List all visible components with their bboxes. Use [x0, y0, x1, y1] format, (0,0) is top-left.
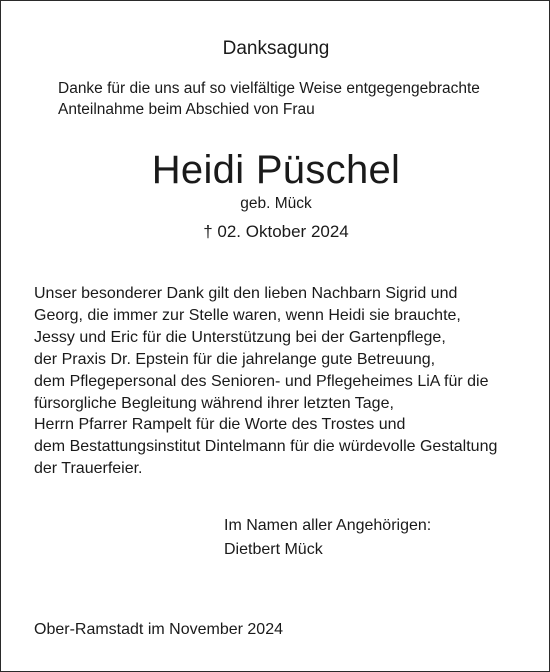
- birth-name: geb. Mück: [240, 195, 312, 212]
- signature-block: [224, 514, 431, 562]
- thanks-line: der Praxis Dr. Epstein für die jahrelange gute Betreuung,: [34, 350, 436, 368]
- deceased-name: Heidi Püschel: [151, 148, 401, 192]
- thanks-line: der Trauerfeier.: [34, 460, 143, 478]
- thanks-line: Unser besonderer Dank gilt den lieben Nachbarn Sigrid und: [34, 285, 458, 302]
- intro-paragraph: [58, 78, 528, 120]
- thanks-line: Jessy und Eric für die Unterstützung bei der Gartenpflege,: [34, 328, 446, 346]
- thanks-line: dem Pflegepersonal des Senioren- und Pflegeheimes LiA für die: [34, 372, 489, 390]
- thanks-line: Herrn Pfarrer Rampelt für die Worte des Trostes und: [34, 416, 406, 434]
- notice-heading: Danksagung: [222, 38, 330, 59]
- death-date: † 02. Oktober 2024: [203, 222, 349, 241]
- signature-intro: Im Namen aller Angehörigen:: [224, 517, 432, 534]
- intro-line: Anteilnahme beim Abschied von Frau: [58, 101, 315, 118]
- intro-line: Danke für die uns auf so vielfältige Weise entgegengebrachte: [58, 80, 480, 97]
- place-date: Ober-Ramstadt im November 2024: [34, 621, 283, 638]
- thanks-paragraph: [34, 283, 539, 480]
- thanks-line: fürsorgliche Begleitung während ihrer letzten Tage,: [34, 394, 394, 412]
- thanks-line: dem Bestattungsinstitut Dintelmann für die würdevolle Gestaltung: [34, 438, 498, 456]
- signature-name: Dietbert Mück: [224, 541, 323, 558]
- thanks-line: Georg, die immer zur Stelle waren, wenn Heidi sie brauchte,: [34, 306, 461, 324]
